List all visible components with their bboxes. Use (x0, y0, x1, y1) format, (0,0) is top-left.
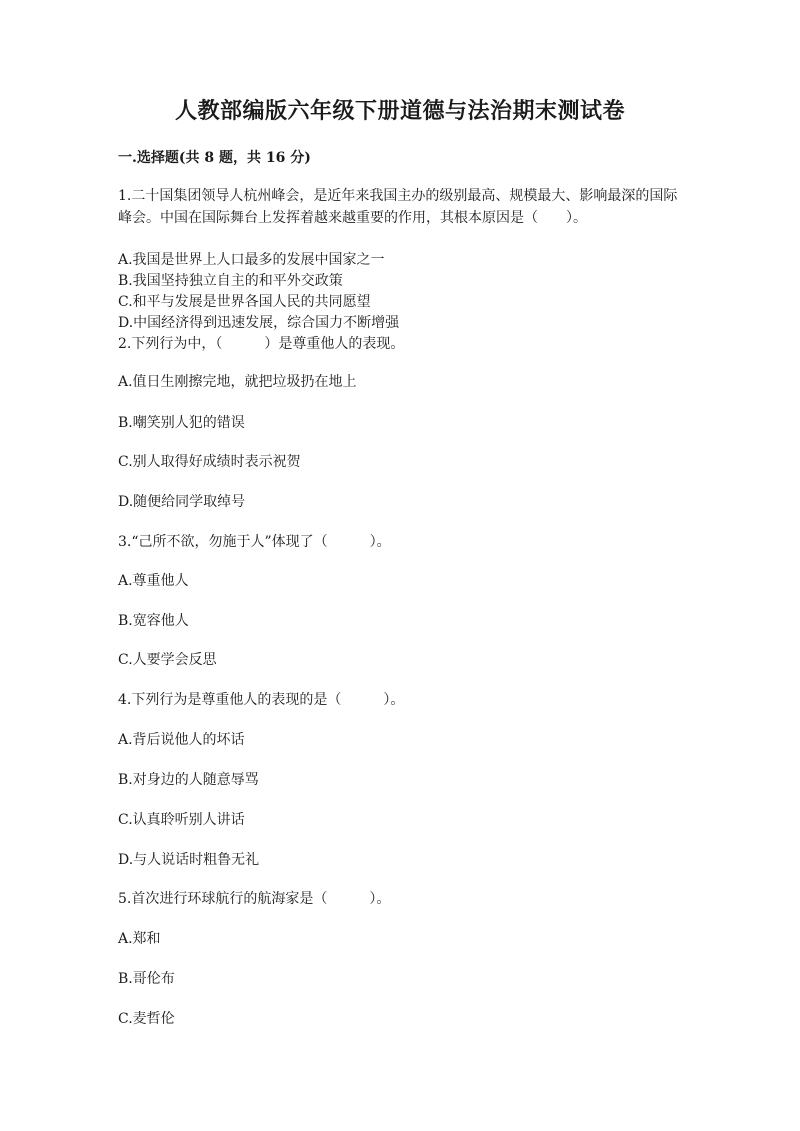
question-option: C.人要学会反思 (118, 652, 217, 668)
question-option: A.我国是世界上人口最多的发展中国家之一 (118, 252, 385, 268)
section-heading: 一.选择题(共 8 题，共 16 分) (118, 150, 311, 166)
question-option: B.我国坚持独立自主的和平外交政策 (118, 273, 343, 289)
question-stem: 2.下列行为中，（ ）是尊重他人的表现。 (118, 336, 405, 352)
question-option: B.嘲笑别人犯的错误 (118, 415, 245, 431)
question-option: D.与人说话时粗鲁无礼 (118, 852, 260, 868)
question-option: A.背后说他人的坏话 (118, 732, 245, 748)
question-option: C.认真聆听别人讲话 (118, 812, 245, 828)
question-option: A.郑和 (118, 931, 161, 947)
question-option: A.尊重他人 (118, 573, 189, 589)
page-title: 人教部编版六年级下册道德与法治期末测试卷 (174, 98, 625, 124)
question-option: D.随便给同学取绰号 (118, 494, 246, 510)
question-option: B.宽容他人 (118, 613, 189, 629)
question-option: A.值日生刚擦完地，就把垃圾扔在地上 (118, 374, 357, 390)
question-stem: 1.二十国集团领导人杭州峰会，是近年来我国主办的级别最高、规模最大、影响最深的国际峰会。中国在国际舞台上发挥着越来越重要的作用，其根本原因是（ ）。 (118, 188, 678, 226)
question-option: B.对身边的人随意辱骂 (118, 772, 259, 788)
question-option: C.麦哲伦 (118, 1011, 175, 1027)
question-option: C.别人取得好成绩时表示祝贺 (118, 454, 301, 470)
question-stem: 4.下列行为是尊重他人的表现的是（ ）。 (118, 692, 405, 708)
question-stem: 3.“己所不欲，勿施于人”体现了（ ）。 (118, 534, 391, 550)
question-stem: 5.首次进行环球航行的航海家是（ ）。 (118, 891, 391, 907)
question-option: D.中国经济得到迅速发展，综合国力不断增强 (118, 315, 400, 331)
question-option: C.和平与发展是世界各国人民的共同愿望 (118, 294, 371, 310)
question-option: B.哥伦布 (118, 971, 175, 987)
